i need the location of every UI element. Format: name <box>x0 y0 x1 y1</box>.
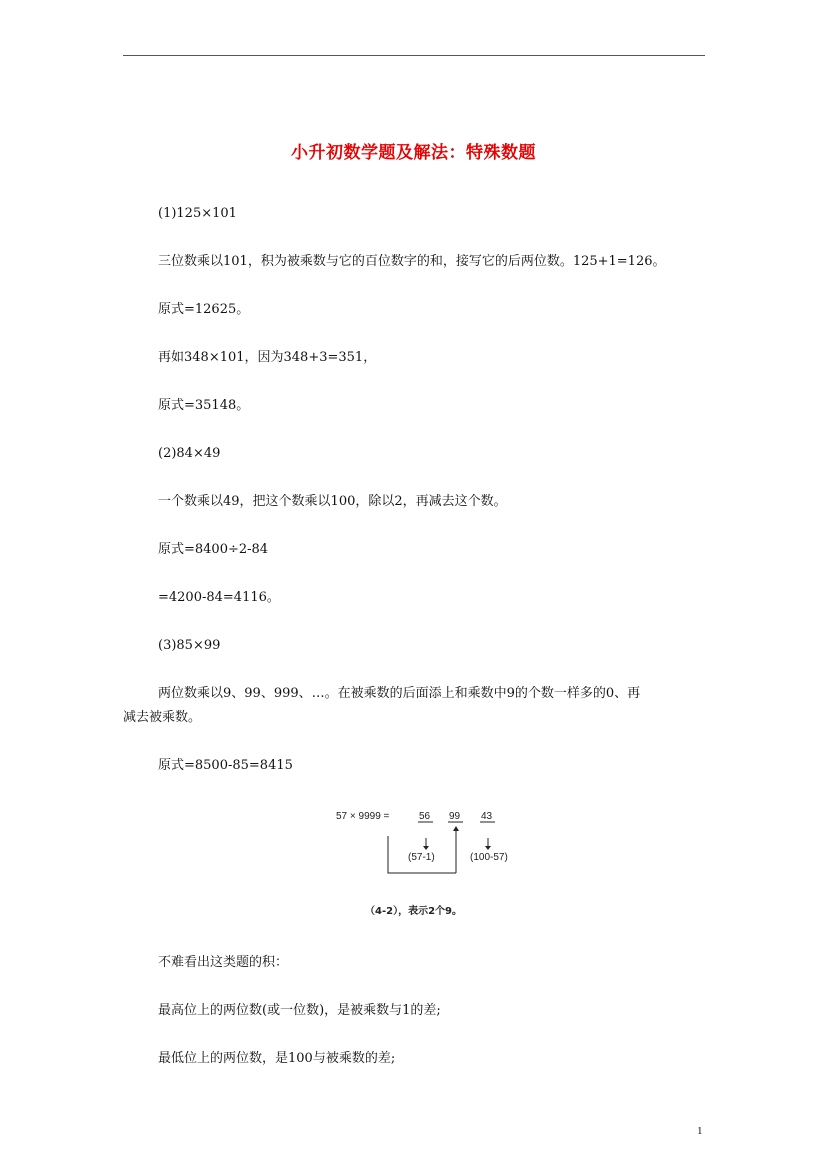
diagram-part-1: 56 <box>419 811 431 822</box>
paragraph: 两位数乘以9、99、999、…。在被乘数的后面添上和乘数中9的个数一样多的0、再 <box>158 686 641 701</box>
diagram-note-2: (100-57) <box>470 852 508 863</box>
paragraph: 最高位上的两位数(或一位数)，是被乘数与1的差; <box>158 1003 441 1018</box>
paragraph: 最低位上的两位数，是100与被乘数的差; <box>158 1051 396 1066</box>
down-arrow-icon <box>485 846 491 850</box>
page-number: 1 <box>697 1125 703 1137</box>
paragraph: 减去被乘数。 <box>123 710 202 725</box>
paragraph: (3)85×99 <box>158 638 221 653</box>
paragraph: 原式=12625。 <box>158 302 250 317</box>
down-arrow-icon <box>423 846 429 850</box>
header-rule <box>123 55 705 56</box>
paragraph: 原式=35148。 <box>158 398 250 413</box>
paragraph: =4200-84=4116。 <box>158 590 280 605</box>
paragraph: 原式=8400÷2-84 <box>158 542 269 557</box>
diagram-part-2: 99 <box>449 811 461 822</box>
paragraph: 再如348×101，因为348+3=351， <box>158 350 377 365</box>
paragraph: 一个数乘以49，把这个数乘以100，除以2，再减去这个数。 <box>158 494 507 509</box>
paragraph: 原式=8500-85=8415 <box>158 758 293 773</box>
paragraph: (1)125×101 <box>158 206 237 221</box>
diagram-part-3: 43 <box>481 811 493 822</box>
multiplication-diagram <box>330 800 530 890</box>
diagram-note-1: (57-1) <box>408 852 435 863</box>
diagram-equation: 57 × 9999 = <box>336 811 390 822</box>
up-arrow-icon <box>453 826 459 831</box>
paragraph: 不难看出这类题的积： <box>158 955 289 970</box>
figure-caption: （4-2），表示2个9。 <box>365 906 462 917</box>
page-title: 小升初数学题及解法：特殊数题 <box>291 143 536 163</box>
paragraph: 三位数乘以101，积为被乘数与它的百位数字的和，接写它的后两位数。125+1=126。 <box>158 254 666 269</box>
paragraph: (2)84×49 <box>158 446 221 461</box>
